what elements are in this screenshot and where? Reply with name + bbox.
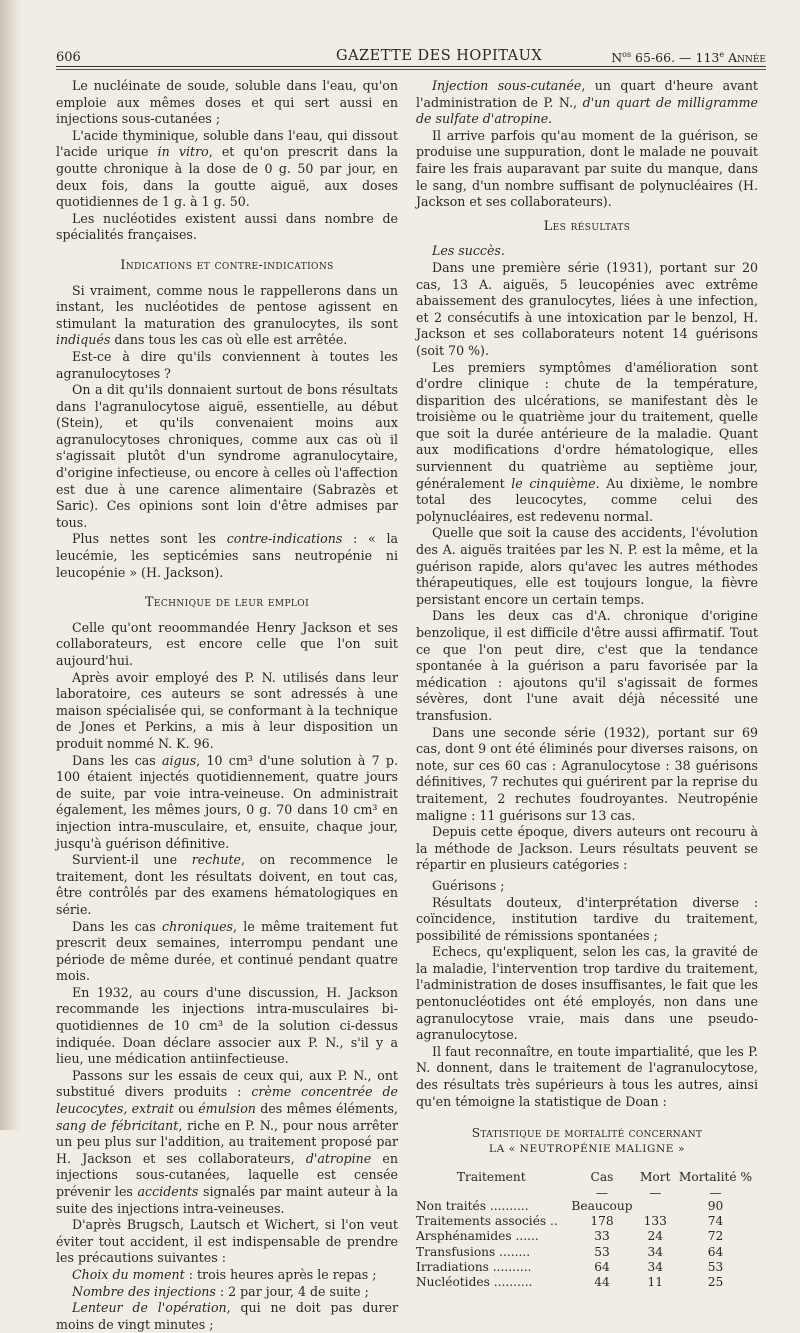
list-item: Lenteur de l'opération, qui ne doit pas durer moins de vingt minutes ;: [56, 1300, 399, 1332]
paragraph: Dans les cas aigus, 10 cm³ d'une solution à 7 p. 100 étaient injectés quotidiennement, quatre jours de suite, par voie intra-veineuse. On administrait également, les mêmes jours, 0 g. 70 dans 10 cm³ en injection intra-musculaire, et, ensuite, chaque jour, jusqu'à guérison définitive.: [56, 752, 398, 851]
column-header: Mort: [639, 1169, 671, 1184]
paragraph: Il faut reconnaître, en toute impartialité, que les P. N. donnent, dans le traitement de l'agranulocytose, des résultats très supérieurs à tous les autres, ainsi qu'en témoigne la statistique de Doan :: [416, 1043, 758, 1109]
table-title: Statistique de mortalité concernant: [471, 1126, 703, 1141]
paragraph: On a dit qu'ils donnaient surtout de bons résultats dans l'agranulocytose aiguë, essentielle, au début (Stein), et qu'ils convenaient moins aux agranulocytoses chroniques, comme aux cas où il s'agissait plutôt d'un syndrome agranulocytaire, d'origine infectieuse, ou encore à celles où l'affection est due à une carence alimentaire (Sabrazès et Saric). Ces opinions sont loin d'être admises par tous.: [56, 382, 398, 530]
dash: —: [709, 1186, 722, 1201]
paragraph: Depuis cette époque, divers auteurs ont recouru à la méthode de Jackson. Leurs résultats peuvent se répartir en plusieurs catégories :: [416, 824, 758, 873]
column-header: Mortalité %: [678, 1169, 753, 1184]
column-header: Traitement: [456, 1169, 526, 1184]
paragraph: Injection sous-cutanée, un quart d'heure avant l'administration de P. N., d'un quart de milligramme de sulfate d'atropine.: [416, 78, 758, 127]
paragraph: Dans une seconde série (1932), portant sur 69 cas, dont 9 ont été éliminés pour diverses raisons, on note, sur ces 60 cas : Agranulocytose : 38 guérisons définitives, 7 rechutes qui guérirent par la reprise du traitement, 2 rechutes foudroyantes. Neutropénie maligne : 11 guérisons sur 13 cas.: [416, 724, 758, 823]
paragraph: Les nucléotides existent aussi dans nombre de spécialités françaises.: [56, 210, 398, 243]
section-heading-resultats: Les résultats: [543, 218, 631, 234]
page-binding-shadow: [0, 0, 22, 1130]
paragraph: Les premiers symptômes d'amélioration sont d'ordre clinique : chute de la température, disparition des ulcérations, se manifestant dès le troisième ou le quatrième jour du traitement, quelle que soit la durée antérieure de la maladie. Quant aux modifications d'ordre hématologique, elles surviennent du quatrième au septième jour, généralement le cinquième. Au dixième, le nombre total des leucocytes, comme celui des polynucléaires, est redevenu normal.: [416, 359, 758, 524]
paragraph: Dans les cas chroniques, le même traitement fut prescrit deux semaines, interrompu pendant une période de même durée, et continué pendant quatre mois.: [56, 918, 398, 984]
table-dash-row: [416, 1187, 758, 1199]
table-row: Irradiations .......... 64 34 53: [416, 1259, 724, 1274]
list-item: Choix du moment : trois heures après le repas ;: [72, 1266, 377, 1282]
paragraph: Passons sur les essais de ceux qui, aux P. N., ont substitué divers produits : crème concentrée de leucocytes, extrait ou émulsion des mêmes éléments, sang de fébricitant, riche en P. N., pour nous arrêter un peu plus sur l'addition, au traitement proposé par H. Jackson et ses collaborateurs, d'atropine en injections sous-cutanées, laquelle est censée prévenir les accidents signalés par maint auteur à la suite des injections intra-veineuses.: [56, 1067, 398, 1216]
paragraph: Le nucléinate de soude, soluble dans l'eau, qu'on emploie aux mêmes doses et qui sert aussi en injections sous-cutanées ;: [56, 78, 398, 127]
paragraph: Après avoir employé des P. N. utilisés dans leur laboratoire, ces auteurs se sont adressés à une maison spécialisée qui, se conformant à la technique de Jones et Perkins, a mis à leur disposition un produit nommé N. K. 96.: [56, 669, 398, 751]
table-row: Nucléotides .......... 44 11 25: [416, 1275, 724, 1290]
header-rule-thin: [56, 69, 766, 70]
left-column: [56, 78, 398, 1333]
table-row: Arsphénamides ...... 33 24 72: [416, 1229, 724, 1244]
list-item: Résultats douteux, d'interprétation diverse : coïncidence, institution tardive du traitement, possibilité de rémissions spontanées ;: [416, 894, 758, 943]
header-rule: [56, 66, 766, 67]
table-row: Non traités .......... Beaucoup 90: [416, 1199, 724, 1214]
running-header: [56, 46, 766, 68]
issue-info: $N^{os}$ 65-66. — 113e Année: [611, 50, 766, 66]
section-heading-indications: Indications et contre-indications: [120, 257, 334, 273]
dash: —: [649, 1186, 662, 1201]
paragraph: Celle qu'ont reoommandée Henry Jackson et ses collaborateurs, est encore celle que l'on suit aujourd'hui.: [56, 619, 398, 668]
table-subtitle: LA « NEUTROPÉNIE MALIGNE »: [489, 1143, 685, 1156]
paragraph: Est-ce à dire qu'ils conviennent à toutes les agranulocytoses ?: [56, 348, 398, 381]
paragraph: D'après Brugsch, Lautsch et Wichert, si l'on veut éviter tout accident, il est indispensable de prendre les précautions suivantes :: [56, 1217, 398, 1266]
section-heading-technique: Technique de leur emploi: [144, 595, 310, 611]
paragraph: Il arrive parfois qu'au moment de la guérison, se produise une suppuration, dont le malade ne pouvait faire les frais auparavant par suite du manque, dans le sang, d'un nombre suffisant de polynucléaires (H. Jackson et ses collaborateurs).: [416, 127, 758, 210]
list-item: Echecs, qu'expliquent, selon les cas, la gravité de la maladie, l'intervention trop tardive du traitement, l'administration de doses insuffisantes, le fait que les pentonucléotides ont été employés, non dans une agranulocytose vraie, mais dans une pseudo-agranulocytose.: [416, 944, 758, 1043]
paragraph: Plus nettes sont les contre-indications : « la leucémie, les septicémies sans neutropénie ni leucopénie » (H. Jackson).: [56, 531, 398, 580]
paragraph: Survient-il une rechute, on recommence le traitement, dont les résultats doivent, en tout cas, être contrôlés par des examens hématologiques en série.: [56, 852, 398, 917]
subheading-succes: Les succès.: [432, 243, 505, 259]
table-row: Traitements associés .. 178 133 74: [416, 1214, 724, 1229]
paragraph: Quelle que soit la cause des accidents, l'évolution des A. aiguës traitées par les N. P. est la même, et la guérison rapide, alors qu'avec les autres méthodes thérapeutiques, elle est toujours longue, la fièvre persistant encore un certain temps.: [416, 525, 758, 607]
table-row: Transfusions ........ 53 34 64: [416, 1244, 724, 1259]
page-number: 606: [56, 50, 81, 65]
column-header: Cas: [590, 1169, 614, 1184]
journal-title: GAZETTE DES HOPITAUX: [336, 48, 543, 64]
list-item: Nombre des injections : 2 par jour, 4 de suite ;: [72, 1283, 369, 1299]
dash: —: [595, 1186, 609, 1201]
paragraph: Dans une première série (1931), portant sur 20 cas, 13 A. aiguës, 5 leucopénies avec extrême abaissement des granulocytes, liées à une infection, et 2 consécutifs à une intoxication par le benzol, H. Jackson et ses collaborateurs notent 14 guérisons (soit 70 %).: [416, 259, 758, 358]
mortality-table: [416, 1170, 758, 1290]
list-item: Guérisons ;: [432, 877, 505, 893]
right-column: [416, 78, 758, 1290]
paragraph: En 1932, au cours d'une discussion, H. Jackson recommande les injections intra-musculaires bi-quotidiennes de 10 cm³ de la solution ci-dessus indiquée. Doan déclare associer aux P. N., s'il y a lieu, une médication antiinfectieuse.: [56, 984, 398, 1067]
table-header-row: [416, 1170, 758, 1187]
paragraph: Dans les deux cas d'A. chronique d'origine benzolique, il est difficile d'être aussi affirmatif. Tout ce que l'on peut dire, c'est que la tendance spontanée à la guérison a paru favorisée par la médication : ajoutons qu'il s'agissait de formes sévères, dont l'une avait déjà nécessité une transfusion.: [416, 608, 758, 723]
paragraph: L'acide thyminique, soluble dans l'eau, qui dissout l'acide urique in vitro, et qu'on prescrit dans la goutte chronique à la dose de 0 g. 50 par jour, en deux fois, dans la goutte aiguë, aux doses quotidiennes de 1 g. à 1 g. 50.: [56, 127, 398, 210]
paragraph: Si vraiment, comme nous le rappellerons dans un instant, les nucléotides de pentose agissent en stimulant la maturation des granulocytes, ils sont indiqués dans tous les cas où elle est arrêtée.: [56, 282, 398, 348]
